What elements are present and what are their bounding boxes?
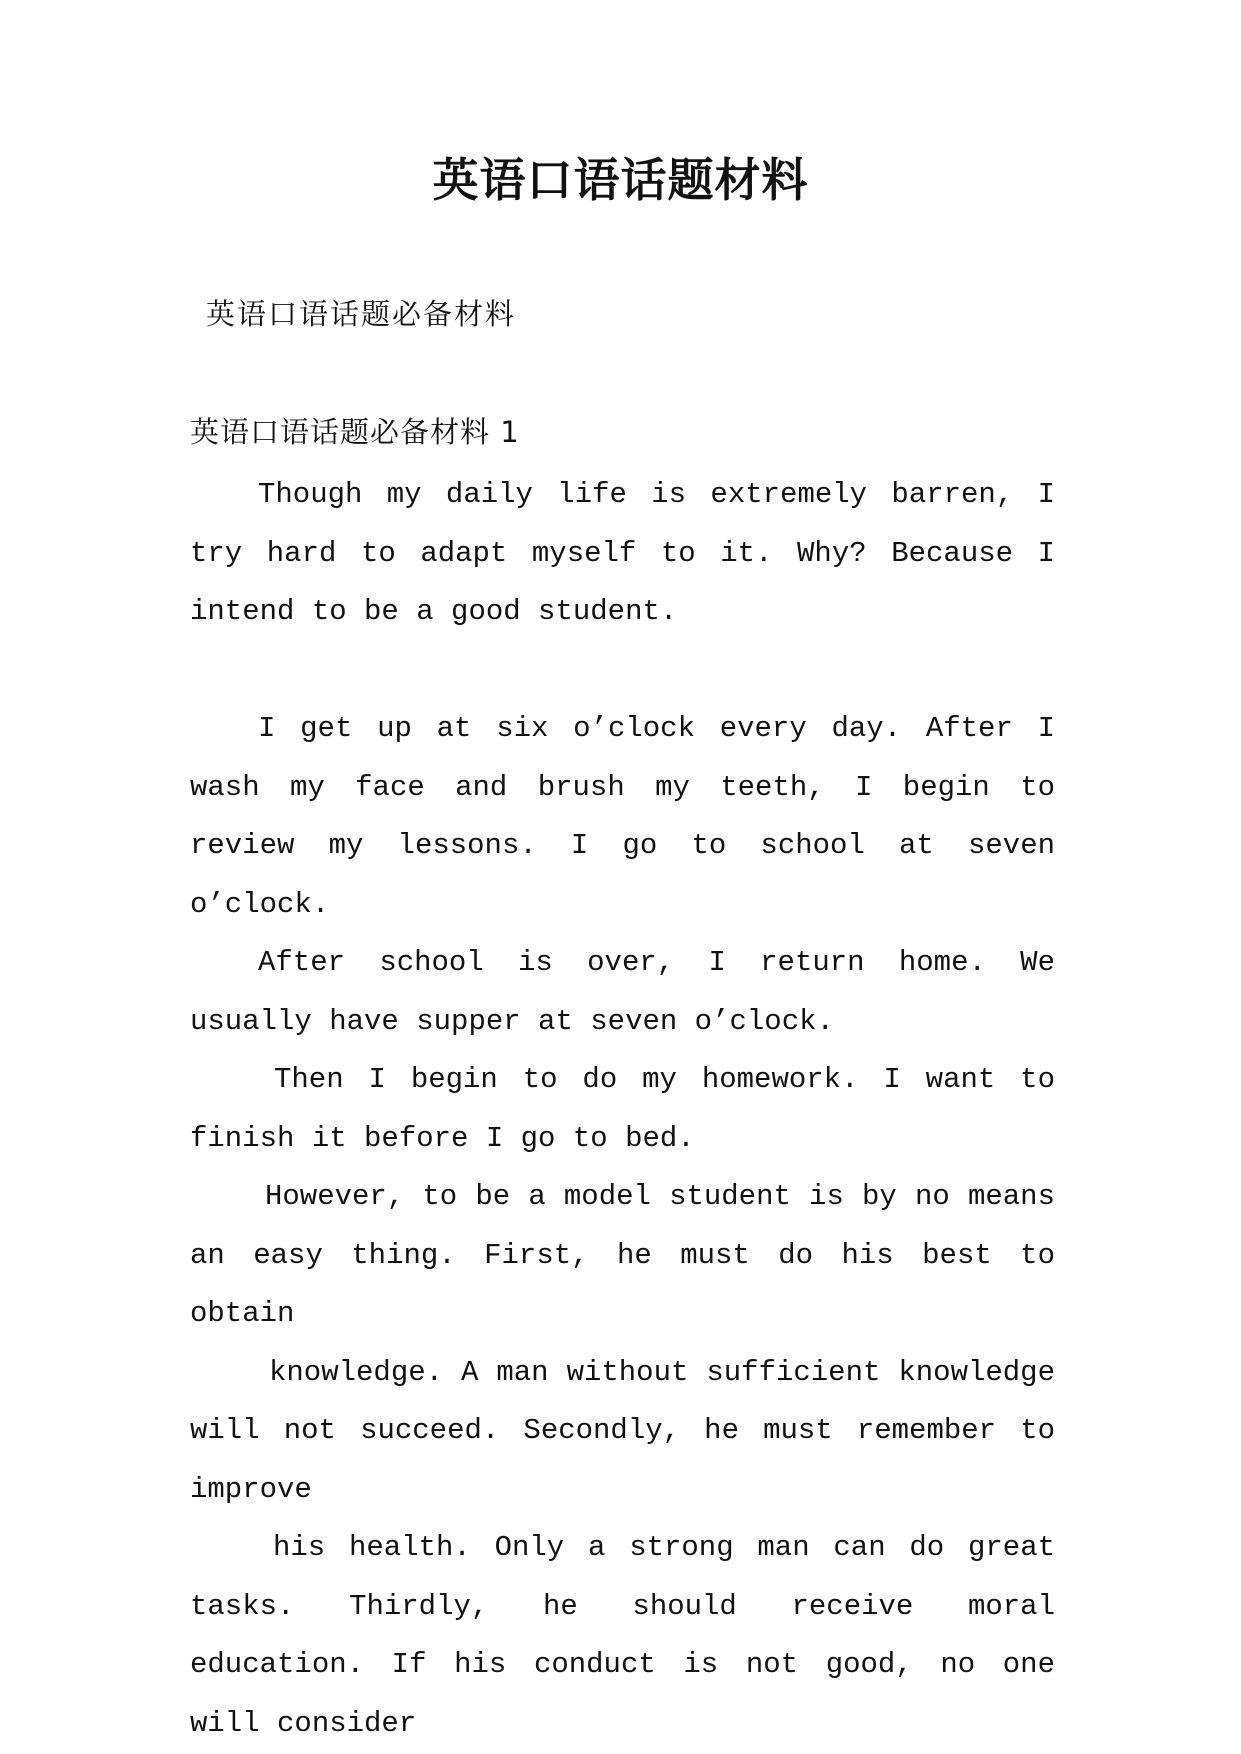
- paragraph: However, to be a model student is by no means an easy thing. First, he must do his best to obtain: [190, 1180, 1055, 1330]
- body-text: [190, 466, 1055, 1753]
- paragraph: I get up at six o’clock every day. After I wash my face and brush my teeth, I begin to review my lessons. I go to school at seven o’clock.: [190, 712, 1055, 921]
- section-heading: 英语口语话题必备材料 1: [190, 415, 520, 449]
- paragraph: Though my daily life is extremely barren, I try hard to adapt myself to it. Why? Because I intend to be a good student.: [190, 478, 1055, 628]
- paragraph: Then I begin to do my homework. I want to finish it before I go to bed.: [190, 1063, 1055, 1155]
- paragraph: After school is over, I return home. We usually have supper at seven o’clock.: [190, 946, 1055, 1038]
- document-subtitle: 英语口语话题必备材料: [206, 297, 517, 331]
- paragraph-spacer: [190, 642, 1055, 701]
- paragraph: knowledge. A man without sufficient knowledge will not succeed. Secondly, he must remember to improve: [190, 1355, 1055, 1506]
- paragraph: his health. Only a strong man can do great tasks. Thirdly, he should receive moral education. If his conduct is not good, no one will consider: [190, 1531, 1055, 1740]
- document-title: 英语口语话题材料: [432, 153, 809, 207]
